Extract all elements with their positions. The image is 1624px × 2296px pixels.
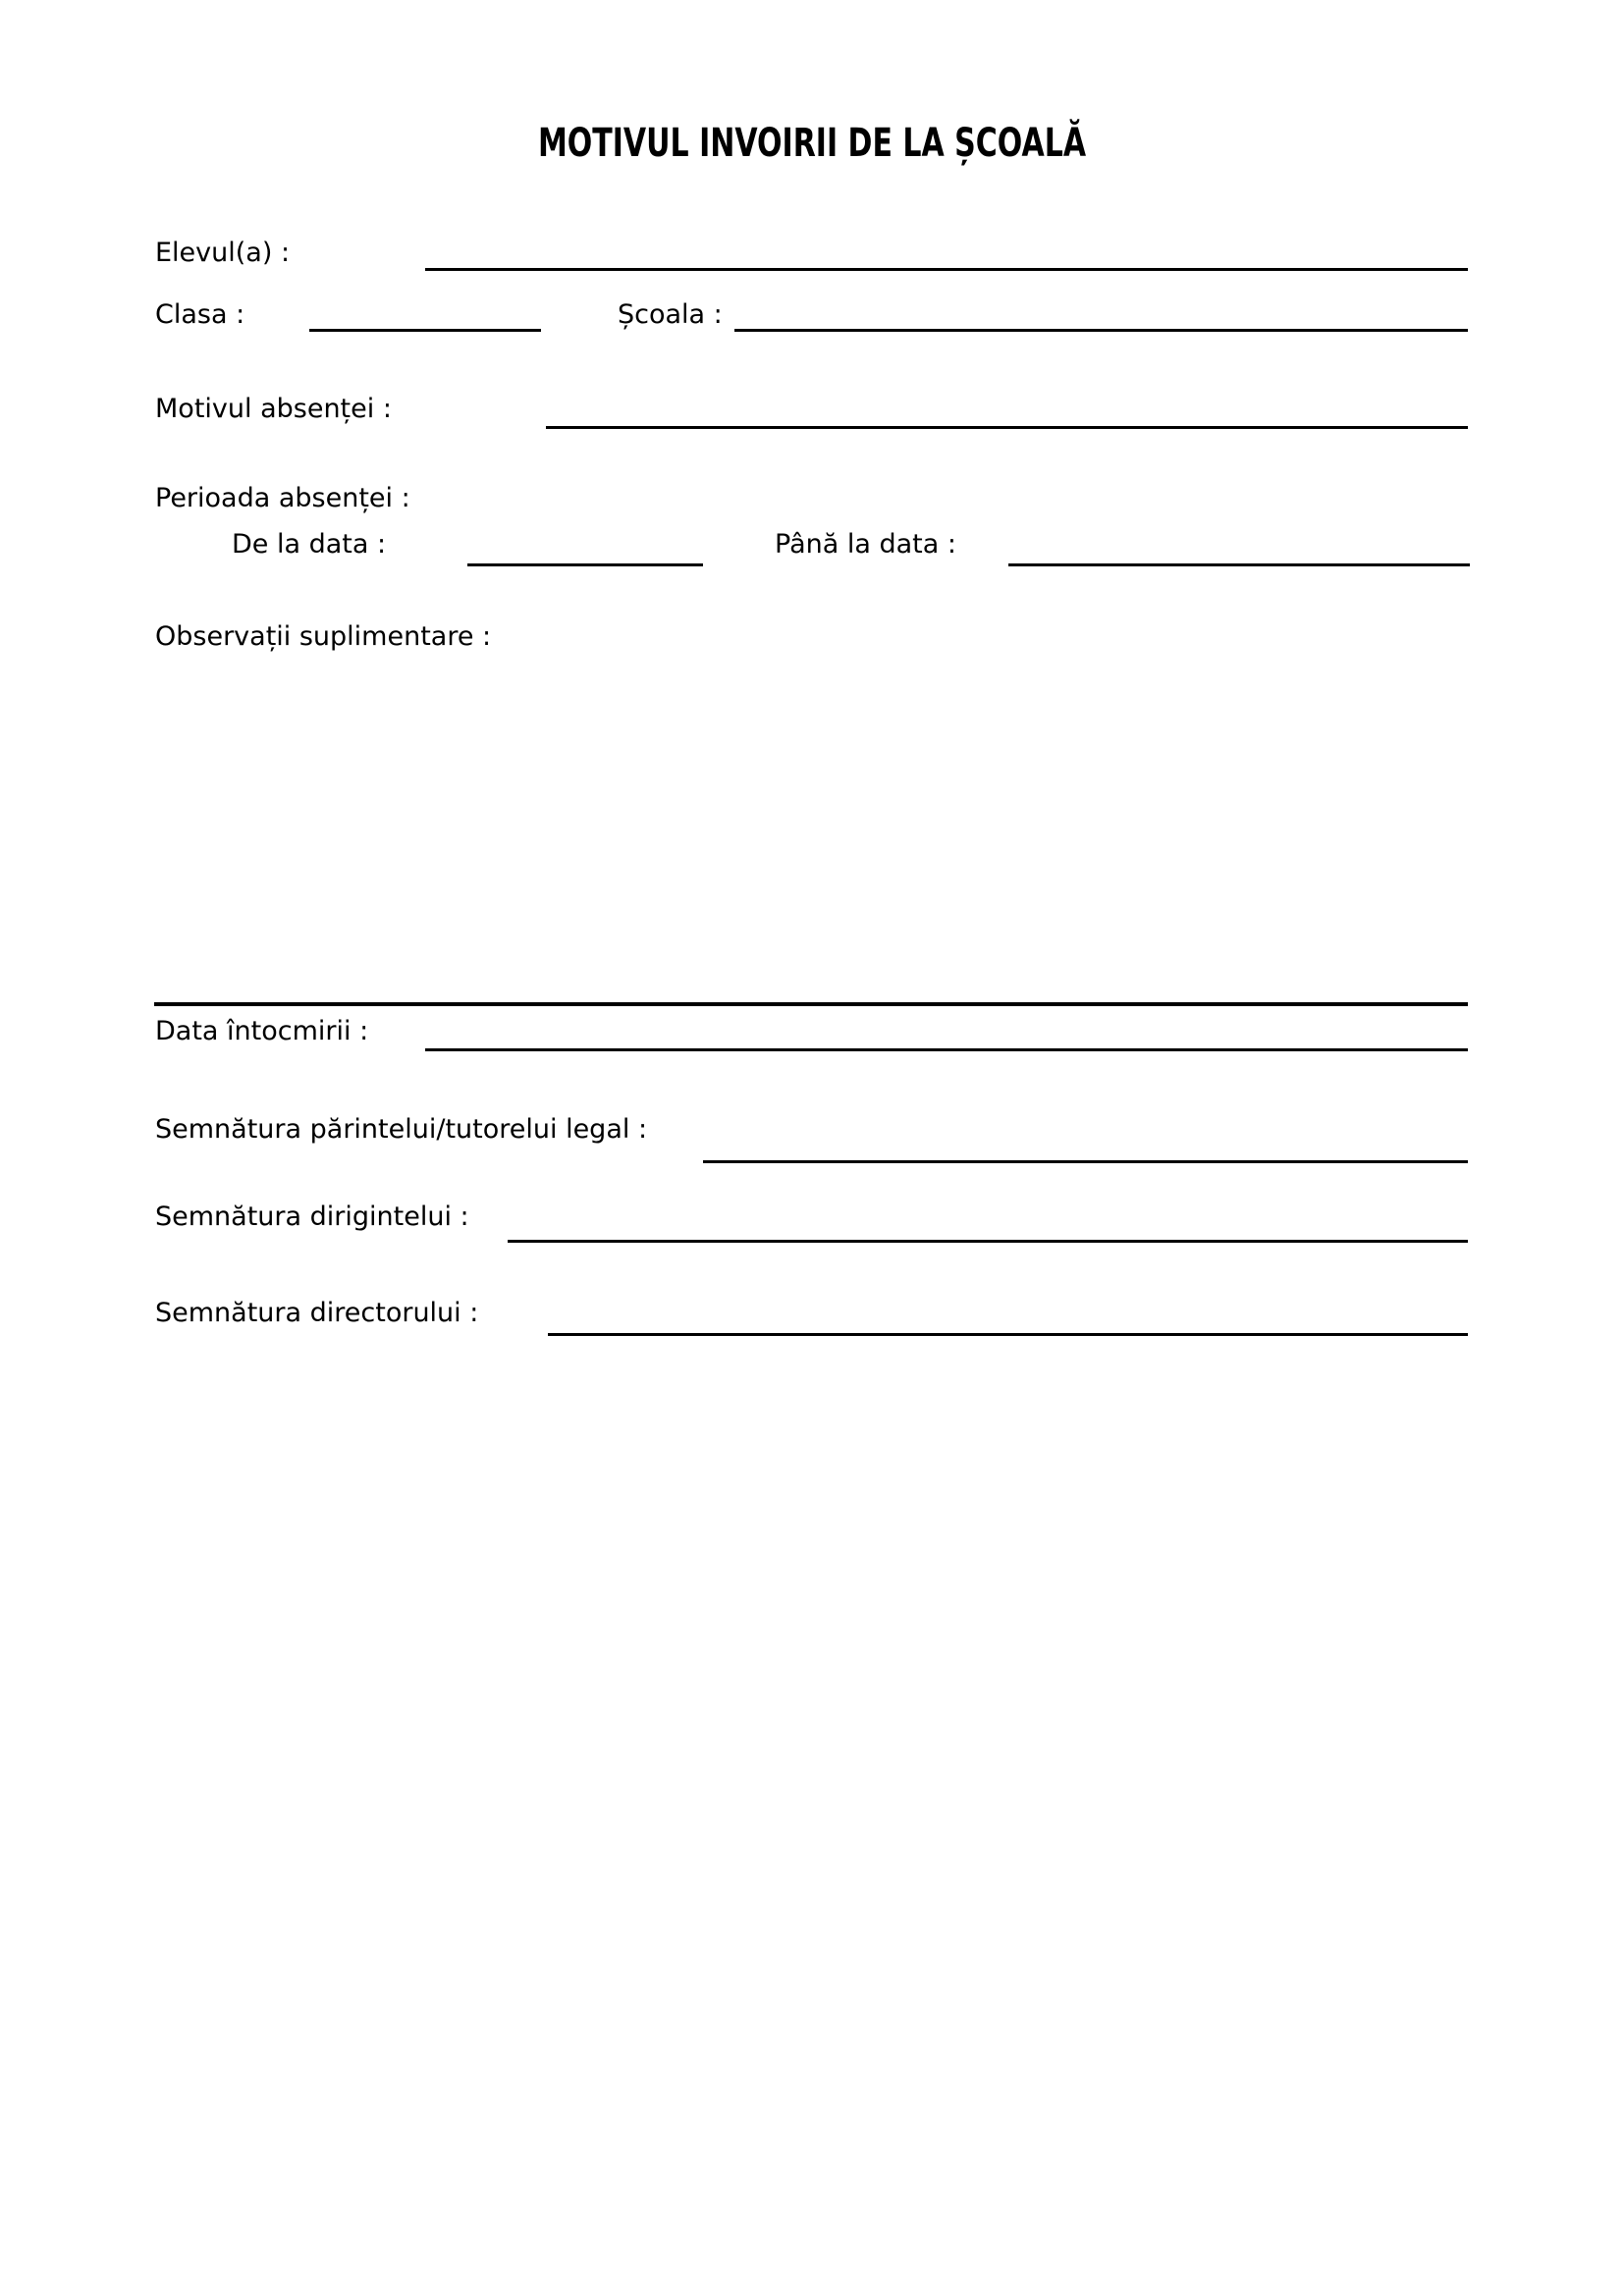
parent-signature-label: Semnătura părintelui/tutorelui legal : (155, 1114, 648, 1145)
class-fill-line (309, 329, 541, 332)
parent-signature-fill-line (703, 1160, 1468, 1163)
to-date-fill-line (1008, 563, 1470, 566)
observations-label: Observații suplimentare : (155, 621, 492, 652)
director-signature-fill-line (548, 1333, 1468, 1336)
observations-value-area (154, 677, 1468, 996)
director-signature-label: Semnătura directorului : (155, 1298, 479, 1328)
school-fill-line (734, 329, 1468, 332)
form-title: MOTIVUL INVOIRII DE LA ȘCOALĂ (537, 121, 1087, 166)
absence-period-label: Perioada absenței : (155, 483, 410, 513)
from-date-label: De la data : (232, 529, 387, 560)
class-label: Clasa : (155, 299, 245, 330)
student-label: Elevul(a) : (155, 238, 291, 268)
teacher-signature-fill-line (508, 1240, 1468, 1243)
date-created-fill-line (425, 1048, 1468, 1051)
observations-bottom-line (154, 1002, 1468, 1006)
to-date-label: Până la data : (775, 529, 956, 560)
date-created-label: Data întocmirii : (155, 1016, 369, 1046)
absence-reason-fill-line (546, 426, 1468, 429)
teacher-signature-label: Semnătura dirigintelui : (155, 1201, 469, 1232)
from-date-fill-line (467, 563, 703, 566)
absence-reason-label: Motivul absenței : (155, 394, 392, 424)
student-fill-line (425, 268, 1468, 271)
school-label: Școala : (618, 299, 723, 330)
